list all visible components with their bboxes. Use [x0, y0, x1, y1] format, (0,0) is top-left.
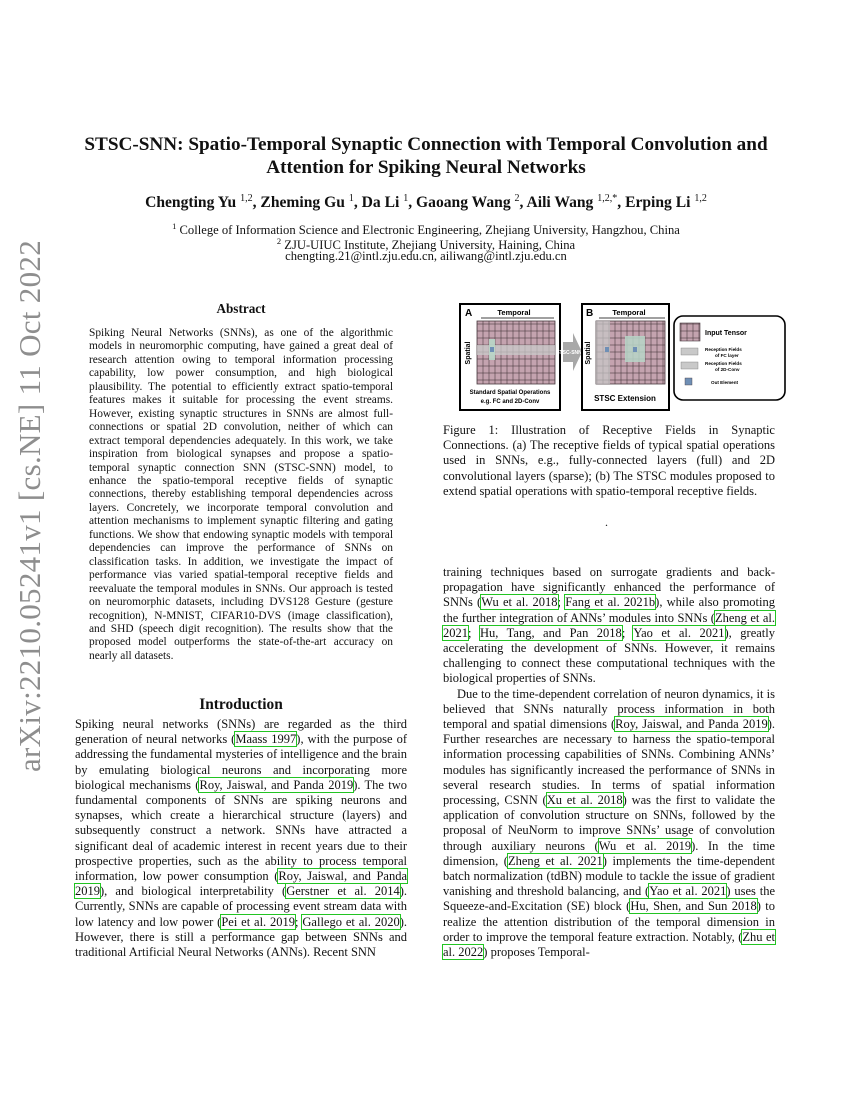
- citation-link[interactable]: Gerstner et al. 2014: [286, 884, 400, 899]
- text-run: ), while also promoting the further integration of ANNs’ modules into SNNs (: [443, 595, 776, 625]
- panel-b-caption: STSC Extension: [594, 394, 656, 403]
- arrow-label: STSC-SNN: [556, 350, 582, 356]
- citation-link[interactable]: Hu, Tang, and Pan 2018: [479, 625, 622, 640]
- legend-fc-label-1: Reception Fields: [705, 347, 742, 352]
- author-aff: 1: [403, 193, 409, 204]
- aff-text: ZJU-UIUC Institute, Zhejiang University, Haining, China: [284, 238, 576, 253]
- citation-link[interactable]: Xu et al. 2018: [546, 793, 623, 808]
- figure-1-caption: Figure 1: Illustration of Receptive Fields in Synaptic Connections. (a) The receptive fields of typical spatial operations used in SNNs, e.g., fully-connected layers (full) and 2D convolutional layers (sparse); (b) The STSC modules proposed to extend spatial operations with spatio-temporal receptive fields.: [443, 423, 775, 498]
- citation-link[interactable]: Zheng et al. 2021: [443, 610, 775, 640]
- legend-input-swatch: [680, 323, 700, 341]
- citation-link[interactable]: Wu et al. 2019: [598, 838, 692, 853]
- arxiv-stamp: arXiv:2210.05241v1 [cs.NE] 11 Oct 2022: [12, 240, 47, 772]
- legend-out-label: Out Element: [711, 380, 739, 385]
- panel-a-caption-2: e.g. FC and 2D-Conv: [480, 399, 540, 405]
- text-run: ) to realize the attention distribution of the temporal dimension in order to improve the temporal feature extraction. Notably, (: [443, 899, 776, 944]
- panel-a-out-element: [490, 347, 494, 352]
- citation-link[interactable]: Zheng et al. 2021: [507, 853, 603, 868]
- citation-link[interactable]: Roy, Jaiswal, and Panda 2019: [75, 869, 408, 899]
- citation-link[interactable]: Wu et al. 2018: [481, 595, 558, 610]
- paper-title: STSC-SNN: Spatio-Temporal Synaptic Connection with Temporal Convolution and Attention for Spiking Neural Networks: [84, 134, 768, 178]
- text-run: ). Currently, SNNs are capable of processing event stream data with low latency and low power (: [75, 884, 407, 929]
- text-run: Due to the time-dependent correlation of neuron dynamics, it is believed that SNNs naturally process information in both temporal and spatial dimensions (: [443, 686, 775, 732]
- author: Da Li: [361, 194, 400, 212]
- panel-b-temporal-label: Temporal: [612, 308, 646, 317]
- citation-link[interactable]: Fang et al. 2021b: [565, 595, 656, 610]
- paragraph: [443, 565, 775, 687]
- text-run: ). Further researches are necessary to harness the spatio-temporal information processing capabilities of SNNs. Combining ANNs’ modules has significantly increased the performance of SNNs in several research studies. In terms of spatial information processing, CSNN (: [443, 717, 775, 808]
- panel-a-caption-1: Standard Spatial Operations: [469, 390, 551, 396]
- author-aff: 2: [514, 193, 520, 204]
- legend-conv-label-1: Reception Fields: [705, 361, 742, 366]
- panel-b-spatial-label: Spatial: [585, 341, 592, 365]
- text-run: ) uses the Squeeze-and-Excitation (SE) block (: [443, 884, 776, 914]
- text-run: ), greatly accelerating the development of SNNs. However, it remains challenging to connect these computational techniques with the biological properties of SNNs.: [443, 625, 775, 686]
- text-run: ;: [468, 625, 480, 640]
- citation-link[interactable]: Zhu et al. 2022: [443, 929, 775, 960]
- text-run: Spiking neural networks (SNNs) are regarded as the third generation of neural networks (: [75, 717, 407, 747]
- panel-a-letter: A: [465, 308, 473, 319]
- text-run: ;: [557, 595, 566, 610]
- text-run: ), with the purpose of addressing the fundamental mysteries of intelligence and the brain by emulating biological neurons and incorporating more biological mechanisms (: [75, 732, 407, 792]
- aff-text: College of Information Science and Electronic Engineering, Zhejiang University, Hangzhou, China: [179, 223, 680, 238]
- author-aff: 1,2: [240, 193, 253, 204]
- citation-link[interactable]: Yao et al. 2021: [633, 625, 725, 640]
- citation-link[interactable]: Yao et al. 2021: [649, 884, 727, 899]
- abstract-body: Spiking Neural Networks (SNNs), as one of the algorithmic models in neuromorphic computing, have gained a great deal of research attention owing to temporal information processing capability, low power consumption, and high biological plausibility. The potential to efficiently extract spatio-temporal features makes it suitable for processing the event streams. However, existing synaptic structures in SNNs are almost full-connections or spatial 2D convolution, neither of which can extract temporal dependencies adequately. In this work, we take inspiration from biological synapses and propose a spatio-temporal synaptic connection SNN (STSC-SNN) model, to enhance the spatio-temporal receptive fields of synaptic connections, thereby establishing temporal dependencies across layers. Concretely, we incorporate temporal convolution and attention mechanisms to implement synaptic filtering and gating functions. We show that endowing synaptic models with temporal dependencies can improve the performance of SNNs on classification tasks. In addition, we investigate the impact of performance vias varied spatial-temporal receptive fields and reevaluate the temporal modules in SNNs. Our approach is tested on neuromorphic datasets, including DVS128 Gesture (gesture recognition), N-MNIST, CIFAR10-DVS (image classification), and SHD (speech digit recognition). The results show that the proposed model outperforms the state-of-the-art accuracy on nearly all datasets.: [89, 327, 393, 662]
- figure-1-diagram: [459, 303, 789, 415]
- panel-b-fc-field: [596, 321, 610, 384]
- citation-link[interactable]: Pei et al. 2019: [221, 914, 296, 929]
- aff-marker: 2: [276, 236, 282, 246]
- abstract-heading: Abstract: [216, 301, 266, 316]
- legend-input-label: Input Tensor: [705, 330, 747, 337]
- text-run: ) implements the time-dependent batch normalization (tdBN) module to tackle the issue of gradient vanishing and threshold balancing, and (: [443, 853, 776, 899]
- author-aff: 1: [348, 193, 354, 204]
- panel-a-temporal-label: Temporal: [497, 308, 531, 317]
- author-aff: 1,2: [694, 193, 707, 204]
- aff-marker: 1: [172, 221, 177, 231]
- text-run: ). However, there is still a performance gap between SNNs and traditional Artificial Neural Networks (ANNs). Recent SNN: [75, 914, 407, 960]
- author-aff: 1,2,*: [597, 193, 618, 204]
- text-run: ;: [621, 625, 634, 640]
- author-list: Chengting Yu $^{1,2}$, Zheming Gu $^1$, Da Li $^1$, Gaoang Wang $^2$, Aili Wang $^{1,2,*}$, Erping Li $^{1,2}$: [145, 193, 707, 212]
- legend-out-swatch: [685, 378, 692, 385]
- panel-a-spatial-label: Spatial: [465, 341, 472, 365]
- author: Gaoang Wang: [416, 194, 511, 212]
- author: Aili Wang: [526, 194, 594, 212]
- citation-link[interactable]: Gallego et al. 2020: [302, 914, 400, 929]
- introduction-heading: Introduction: [199, 696, 283, 713]
- author-emails: chengting.21@intl.zju.edu.cn, ailiwang@intl.zju.edu.cn: [285, 249, 567, 263]
- author: Erping Li: [625, 194, 691, 212]
- author: Zheming Gu: [260, 194, 345, 212]
- text-run: ;: [295, 914, 303, 929]
- citation-link[interactable]: Hu, Shen, and Sun 2018: [630, 899, 757, 914]
- citation-link[interactable]: Maass 1997: [235, 732, 297, 747]
- stray-mark: .: [605, 515, 608, 529]
- panel-b-letter: B: [586, 308, 594, 319]
- panel-b-out-element-2: [633, 347, 637, 352]
- text-run: training techniques based on surrogate gradients and back-propagation have significantly enhanced the performance of SNNs (: [443, 565, 775, 610]
- legend-conv-swatch: [681, 362, 698, 369]
- author: Chengting Yu: [145, 194, 237, 212]
- legend-conv-label-2: of 2D-Conv: [715, 367, 740, 372]
- introduction-body: [75, 717, 407, 960]
- paragraph: [443, 687, 775, 961]
- text-run: ). In the time dimension, (: [443, 838, 775, 868]
- legend-fc-label-2: of FC layer: [715, 353, 739, 358]
- right-column-body: [443, 565, 775, 960]
- citation-link[interactable]: Roy, Jaiswal, and Panda 2019: [615, 717, 768, 732]
- text-run: ) proposes Temporal-: [483, 945, 590, 960]
- text-run: ). The two fundamental components of SNNs are spiking neurons and synapses, which create a hierarchical structure (layers) and subsequently construct a network. SNNs have attracted a significant deal of academic interest in recent years due to their prospective properties, such as the ability to process temporal information, low power consumption (: [75, 777, 407, 884]
- text-run: ) was the first to validate the application of convolution structure on SNNs, followed by the proposal of NeuNorm to improve SNNs’ usage of convolution through auxiliary neurons (: [443, 793, 776, 853]
- panel-a-fc-field: [477, 345, 555, 355]
- legend-fc-swatch: [681, 348, 698, 355]
- citation-link[interactable]: Roy, Jaiswal, and Panda 2019: [199, 777, 354, 792]
- panel-b-out-element-1: [605, 347, 609, 352]
- text-run: ), and biological interpretability (: [100, 884, 287, 899]
